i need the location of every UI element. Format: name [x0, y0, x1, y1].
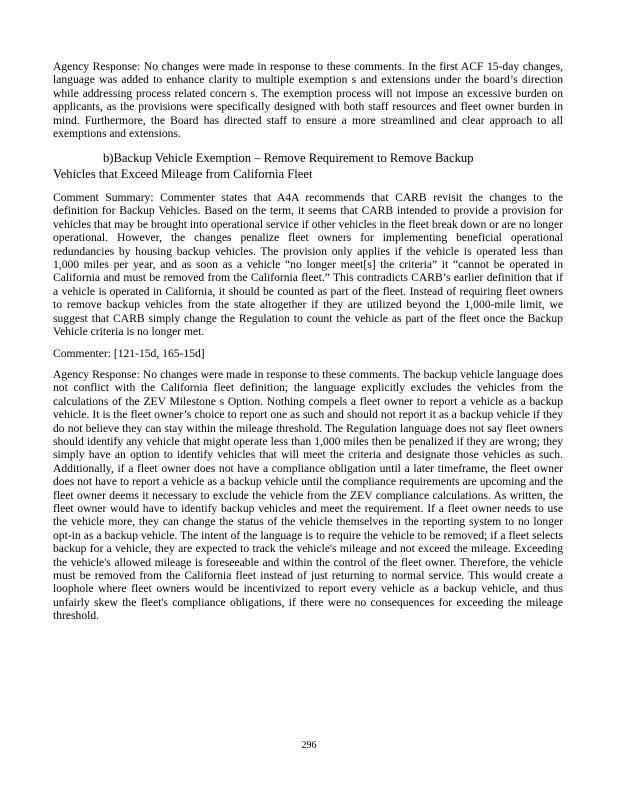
agency-response-paragraph-2: Agency Response: No changes were made in response to these comments. The backup vehicle language does not conflict with the California fleet definition; the language explicitly excludes the vehicles from the calculations of the ZEV Milestone s Option. Nothing compels a fleet owner to report a vehicle as a backup vehicle. It is the fleet owner’s choice to report one as such and should not report it as a backup vehicle if they do not believe they can stay within the mileage threshold. The Regulation language does not say fleet owners should identify any vehicle that might operate less than 1,000 miles then be penalized if they are wrong; they simply have an option to identify vehicles that will meet the criteria and designate those vehicles as such. Additionally, if a fleet owner does not have a compliance obligation until a later timeframe, the fleet owner does not have to report a vehicle as a backup vehicle until the compliance requirements are upcoming and the fleet owner deems it necessary to exclude the vehicle from the ZEV compliance calculations. As written, the fleet owner would have to identify backup vehicles and meet the requirement. If a fleet owner needs to use the vehicle more, they can change the status of the vehicle themselves in the reporting system to no longer opt-in as a backup vehicle. The intent of the language is to require the vehicle to be removed; if a fleet selects backup for a vehicle, they are expected to track the vehicle's mileage and not exceed the mileage. Exceeding the vehicle's allowed mileage is foreseeable and within the control of the fleet owner. Therefore, the vehicle must be removed from the California fleet instead of just returning to normal service. This would create a loophole where fleet owners would be incentivized to report every vehicle as a backup vehicle, and thus unfairly skew the fleet's compliance obligations, if there were no consequences for exceeding the mileage threshold.	[53, 367, 563, 623]
document-page	[53, 60, 563, 623]
section-heading-line-2: Vehicles that Exceed Mileage from California Fleet	[53, 166, 313, 181]
comment-summary-paragraph: Comment Summary: Commenter states that A4A recommends that CARB revisit the changes to the definition for Backup Vehicles. Based on the term, it seems that CARB intended to provide a provision for vehicles that may be brought into operational service if other vehicles in the fleet break down or are no longer operational. However, the changes penalize fleet owners for implementing beneficial operational redundancies by housing backup vehicles. The provision only applies if the vehicle is operated less than 1,000 miles per year, and as soon as a vehicle “no longer meet[s] the criteria” it “cannot be operated in California and must be removed from the California fleet.” This contradicts CARB’s earlier definition that if a vehicle is operated in California, it should be counted as part of the fleet. Instead of requiring fleet owners to remove backup vehicles from the state altogether if they are utilized beyond the 1,000-mile limit, we suggest that CARB simply change the Regulation to count the vehicle as part of the fleet once the Backup Vehicle criteria is no longer met.	[53, 191, 563, 339]
commenter-line: Commenter: [121-15d, 165-15d]	[53, 346, 205, 360]
section-heading	[53, 151, 563, 182]
page-number: 296	[301, 740, 317, 751]
section-heading-line-1: b)Backup Vehicle Exemption – Remove Requirement to Remove Backup	[103, 151, 474, 166]
agency-response-paragraph: Agency Response: No changes were made in response to these comments. In the first ACF 15-day changes, language was added to enhance clarity to multiple exemption s and extensions under the board’s direction while addressing process related concern s. The exemption process will not impose an excessive burden on applicants, as the provisions were specifically designed with both staff resources and fleet owner burden in mind. Furthermore, the Board has directed staff to ensure a more streamlined and clear approach to all exemptions and extensions.	[53, 60, 563, 141]
